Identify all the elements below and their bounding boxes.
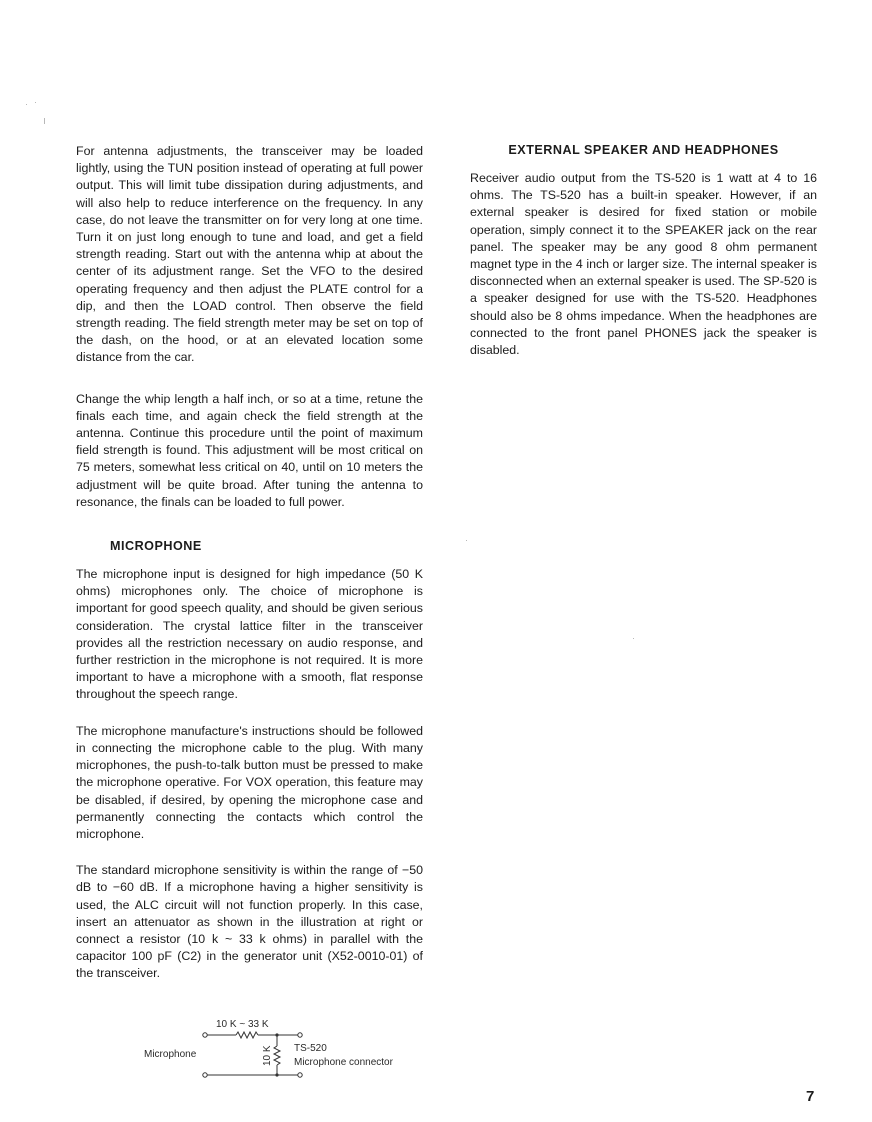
attenuator-circuit-diagram [140, 1014, 440, 1084]
ts520-label: TS-520 [294, 1043, 327, 1054]
heading-microphone: MICROPHONE [110, 539, 202, 554]
input-terminal-top [203, 1033, 207, 1037]
paragraph-external-speaker: Receiver audio output from the TS-520 is 1 watt at 4 to 16 ohms. The TS-520 has a built-in speaker. However, if an external speaker is desired for fixed station or mobile operation, simply connect it to the SPEAKER jack on the rear panel. The speaker may be any good 8 ohm permanent magnet type in the 4 inch or larger size. The internal speaker is disconnected when an external speaker is used. The SP-520 is a speaker designed for use with the TS-520. Headphones should also be 8 ohms impedance. When the headphones are connected to the front panel PHONES jack the speaker is disabled. [470, 171, 817, 358]
paragraph-whip-length: Change the whip length a half inch, or so at a time, retune the finals each time, and again check the field strength at the antenna. Continue this procedure until the point of maximum field strength is found. This adjustment will be most critical on 75 meters, somewhat less critical on 40, until on 10 meters the adjustment will be quite broad. After tuning the antenna to resonance, the finals can be loaded to full power. [76, 391, 423, 509]
series-resistor-label: 10 K ~ 33 K [216, 1019, 269, 1030]
page-number: 7 [806, 1088, 815, 1105]
paragraph-antenna-adjustment: For antenna adjustments, the transceiver may be loaded lightly, using the TUN position instead of operating at full power output. This will limit tube dissipation during adjustments, and will also help to reduce interference on the frequency. In any case, do not leave the transmitter on for very long at one time. Turn it on just long enough to tune and load, and get a field strength reading. Start out with the antenna whip at about the center of its adjustment range. Set the VFO to the desired operating frequency and then adjust the PLATE control for a dip, and then the LOAD control. Then observe the field strength reading. The field strength meter may be set on top of the dash, on the hood, or at an elevated location some distance from the car. [76, 144, 423, 365]
paragraph-microphone-input: The microphone input is designed for high impedance (50 K ohms) microphones only. The choice of microphone is important for good speech quality, and should be given serious consideration. The crystal lattice filter in the transceiver provides all the restriction necessary on audio response, and further restriction in the microphone is not required. It is more important to have a microphone with a smooth, flat response throughout the speech range. [76, 567, 423, 702]
shunt-resistor-symbol [274, 1046, 280, 1065]
heading-external-speaker: EXTERNAL SPEAKER AND HEADPHONES [508, 143, 779, 157]
scan-speck [44, 118, 45, 124]
shunt-resistor-label: 10 K [262, 1045, 273, 1066]
scan-speck [466, 540, 467, 541]
right-column [470, 143, 817, 359]
microphone-label: Microphone [144, 1049, 197, 1060]
output-terminal-bottom [298, 1073, 302, 1077]
scan-speck [633, 638, 634, 639]
output-terminal-top [298, 1033, 302, 1037]
paragraph-microphone-sensitivity: The standard microphone sensitivity is within the range of −50 dB to −60 dB. If a microphone having a higher sensitivity is used, the ALC circuit will not function properly. In this case, insert an attenuator as shown in the illustration at right or connect a resistor (10 k ~ 33 k ohms) in parallel with the capacitor 100 pF (C2) in the generator unit (X52-0010-01) of the transceiver. [76, 863, 423, 981]
paragraph-microphone-instructions: The microphone manufacture's instructions should be followed in connecting the microphone cable to the plug. With many microphones, the push-to-talk button must be pressed to make the microphone operative. For VOX operation, this feature may be disabled, if desired, by opening the microphone case and permanently connecting the contacts which control the microphone. [76, 723, 423, 841]
left-column [76, 143, 423, 983]
series-resistor-symbol [236, 1032, 258, 1038]
microphone-connector-label: Microphone connector [294, 1057, 393, 1068]
input-terminal-bottom [203, 1073, 207, 1077]
scan-speck [26, 104, 27, 105]
scan-speck [35, 102, 36, 103]
